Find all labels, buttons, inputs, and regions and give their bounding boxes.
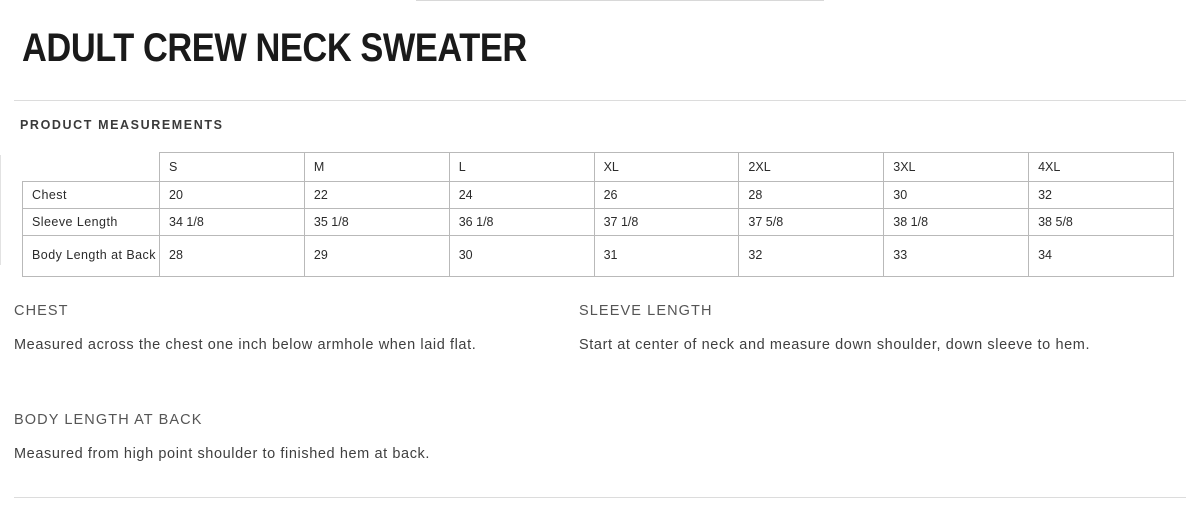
measurements-table bbox=[22, 152, 1174, 277]
row-label-sleeve-length: Sleeve Length bbox=[23, 209, 160, 236]
cell-sleeve-xl: 37 1/8 bbox=[594, 209, 739, 236]
top-divider bbox=[416, 0, 824, 1]
cell-chest-3xl: 30 bbox=[884, 182, 1029, 209]
cell-chest-m: 22 bbox=[304, 182, 449, 209]
column-header-3xl: 3XL bbox=[884, 153, 1029, 182]
bottom-divider bbox=[14, 497, 1186, 498]
title-divider bbox=[14, 100, 1186, 101]
description-body-length-at-back bbox=[14, 412, 554, 467]
cell-sleeve-3xl: 38 1/8 bbox=[884, 209, 1029, 236]
page-title: ADULT CREW NECK SWEATER bbox=[22, 26, 527, 70]
description-text-chest: Measured across the chest one inch below armhole when laid flat. bbox=[14, 337, 477, 353]
row-label-chest: Chest bbox=[23, 182, 160, 209]
cell-body-4xl: 34 bbox=[1029, 236, 1174, 277]
description-heading-chest: CHEST bbox=[14, 303, 69, 319]
cell-body-s: 28 bbox=[160, 236, 305, 277]
cell-sleeve-m: 35 1/8 bbox=[304, 209, 449, 236]
cell-body-2xl: 32 bbox=[739, 236, 884, 277]
row-label-body-length-at-back: Body Length at Back bbox=[23, 236, 160, 277]
column-header-m: M bbox=[304, 153, 449, 182]
cell-body-xl: 31 bbox=[594, 236, 739, 277]
table-corner-cell bbox=[23, 153, 160, 182]
description-sleeve-length bbox=[579, 303, 1109, 358]
description-chest bbox=[14, 303, 554, 358]
table-header-row bbox=[23, 153, 1174, 182]
cell-body-m: 29 bbox=[304, 236, 449, 277]
cell-chest-xl: 26 bbox=[594, 182, 739, 209]
cell-sleeve-s: 34 1/8 bbox=[160, 209, 305, 236]
column-header-4xl: 4XL bbox=[1029, 153, 1174, 182]
description-heading-body-length-at-back: BODY LENGTH AT BACK bbox=[14, 412, 203, 428]
cell-chest-4xl: 32 bbox=[1029, 182, 1174, 209]
column-header-2xl: 2XL bbox=[739, 153, 884, 182]
left-edge-mark bbox=[0, 155, 1, 265]
cell-sleeve-l: 36 1/8 bbox=[449, 209, 594, 236]
cell-body-l: 30 bbox=[449, 236, 594, 277]
description-heading-sleeve-length: SLEEVE LENGTH bbox=[579, 303, 713, 319]
column-header-xl: XL bbox=[594, 153, 739, 182]
table-row bbox=[23, 182, 1174, 209]
description-text-body-length-at-back: Measured from high point shoulder to finished hem at back. bbox=[14, 446, 431, 462]
cell-sleeve-2xl: 37 5/8 bbox=[739, 209, 884, 236]
section-label-product-measurements: PRODUCT MEASUREMENTS bbox=[20, 118, 224, 132]
column-header-s: S bbox=[160, 153, 305, 182]
table-row bbox=[23, 209, 1174, 236]
cell-chest-l: 24 bbox=[449, 182, 594, 209]
description-text-sleeve-length: Start at center of neck and measure down shoulder, down sleeve to hem. bbox=[579, 337, 1091, 353]
cell-sleeve-4xl: 38 5/8 bbox=[1029, 209, 1174, 236]
cell-chest-2xl: 28 bbox=[739, 182, 884, 209]
cell-chest-s: 20 bbox=[160, 182, 305, 209]
table-row bbox=[23, 236, 1174, 277]
column-header-l: L bbox=[449, 153, 594, 182]
measurements-table-wrapper bbox=[22, 152, 1174, 277]
cell-body-3xl: 33 bbox=[884, 236, 1029, 277]
